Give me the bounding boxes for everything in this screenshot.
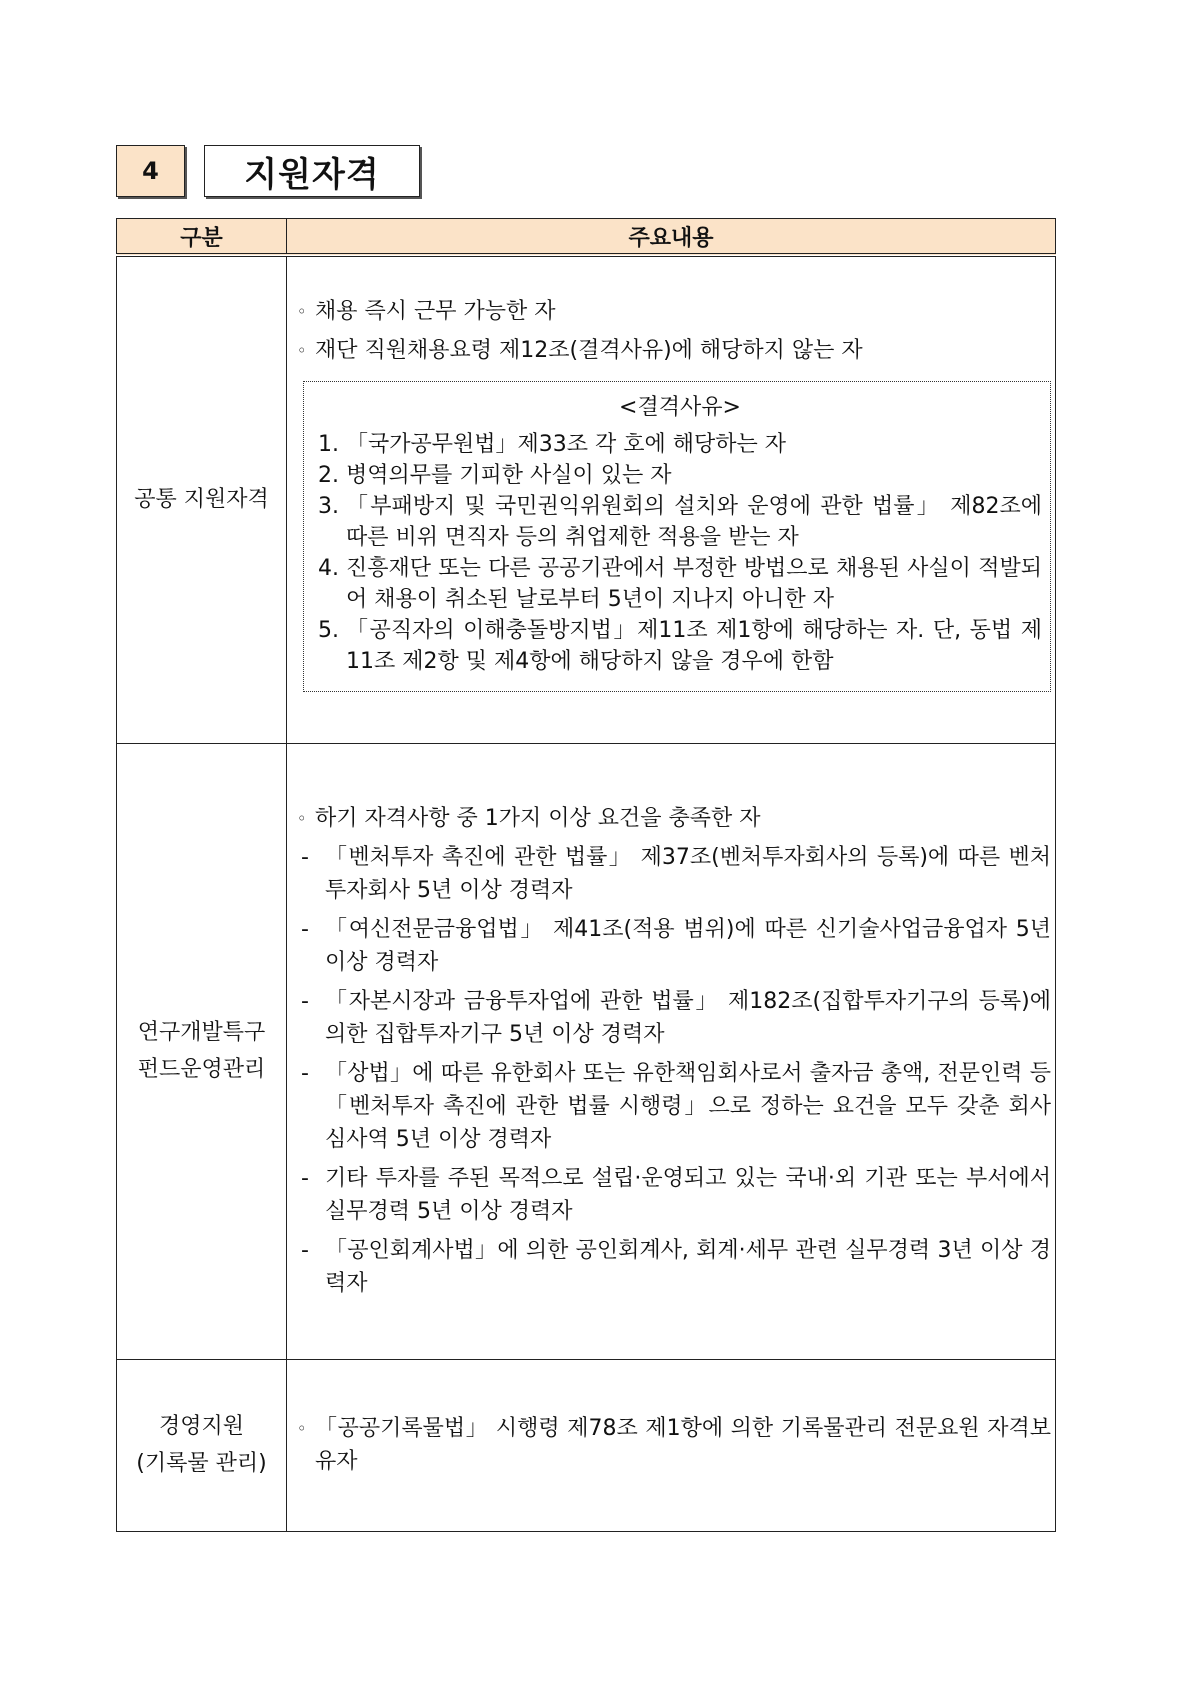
- item-text: 「국가공무원법」제33조 각 호에 해당하는 자: [346, 432, 787, 458]
- bullet-text: 재단 직원채용요령 제12조(결격사유)에 해당하지 않는 자: [315, 338, 863, 364]
- box-item: [318, 460, 1042, 491]
- bullet-text: 「공공기록물법」 시행령 제78조 제1항에 의한 기록물관리 전문요원 자격보유자: [315, 1416, 1051, 1474]
- item-text: 「공직자의 이해충돌방지법」제11조 제1항에 해당하는 자. 단, 동법 제11조 제2항 및 제4항에 해당하지 않을 경우에 한함: [346, 618, 1042, 675]
- table-row-common: [117, 255, 1056, 743]
- qualification-table: [116, 218, 1056, 1532]
- list-item: [287, 985, 1055, 1051]
- box-item: [318, 553, 1042, 615]
- category-common: 공통 지원자격: [117, 255, 287, 743]
- box-item: [318, 429, 1042, 460]
- list-item: [287, 1234, 1055, 1300]
- dash-bullet-icon: -: [301, 917, 309, 942]
- circle-bullet-icon: ◦: [297, 302, 307, 322]
- table-row-fund: [117, 743, 1056, 1359]
- circle-bullet-icon: ◦: [297, 341, 307, 361]
- item-number: 1.: [318, 432, 339, 458]
- dash-text: 「공인회계사법」에 의한 공인회계사, 회계·세무 관련 실무경력 3년 이상 경력자: [325, 1238, 1051, 1296]
- item-number: 3.: [318, 494, 339, 520]
- disqualification-box: [303, 381, 1051, 692]
- list-item: [287, 295, 1055, 328]
- item-number: 5.: [318, 618, 339, 644]
- category-fund: [117, 743, 287, 1359]
- item-number: 4.: [318, 556, 339, 582]
- section-number: 4: [116, 145, 185, 197]
- dash-text: 기타 투자를 주된 목적으로 설립·운영되고 있는 국내·외 기관 또는 부서에서 실무경력 5년 이상 경력자: [325, 1166, 1051, 1224]
- section-title: 지원자격: [204, 145, 420, 197]
- item-number: 2.: [318, 463, 339, 489]
- dash-bullet-icon: -: [301, 989, 309, 1014]
- content-common: [287, 255, 1056, 743]
- category-line: 경영지원: [158, 1414, 244, 1439]
- list-item: [287, 334, 1055, 367]
- list-item: [287, 913, 1055, 979]
- circle-bullet-icon: ◦: [297, 809, 307, 828]
- content-fund: [287, 743, 1056, 1359]
- dash-bullet-icon: -: [301, 845, 309, 870]
- content-records: [287, 1359, 1056, 1531]
- dash-text: 「벤처투자 촉진에 관한 법률」 제37조(벤처투자회사의 등록)에 따른 벤처투자회사 5년 이상 경력자: [325, 845, 1051, 903]
- category-line: 펀드운영관리: [137, 1057, 266, 1082]
- box-item: [318, 491, 1042, 553]
- header-category: 구분: [117, 219, 287, 256]
- dash-text: 「상법」에 따른 유한회사 또는 유한책임회사로서 출자금 총액, 전문인력 등 「벤처투자 촉진에 관한 법률 시행령」으로 정하는 요건을 모두 갖춘 회사 심사역 5년 이상 경력자: [325, 1061, 1051, 1152]
- dash-bullet-icon: -: [301, 1061, 309, 1086]
- list-item: [287, 841, 1055, 907]
- item-text: 병역의무를 기피한 사실이 있는 자: [346, 463, 672, 489]
- dash-text: 「여신전문금융업법」 제41조(적용 범위)에 따른 신기술사업금융업자 5년 이상 경력자: [325, 917, 1051, 975]
- circle-bullet-icon: ◦: [297, 1419, 307, 1438]
- list-item: [287, 1162, 1055, 1228]
- list-item: [287, 1412, 1055, 1478]
- table-header-row: [117, 219, 1056, 256]
- bullet-text: 채용 즉시 근무 가능한 자: [315, 299, 556, 325]
- list-item: [287, 802, 1055, 835]
- dash-bullet-icon: -: [301, 1238, 309, 1263]
- dash-bullet-icon: -: [301, 1166, 309, 1191]
- dash-text: 「자본시장과 금융투자업에 관한 법률」 제182조(집합투자기구의 등록)에 의한 집합투자기구 5년 이상 경력자: [325, 989, 1051, 1047]
- category-line: (기록물 관리): [136, 1451, 267, 1476]
- box-title: <결격사유>: [619, 395, 741, 421]
- header-content: 주요내용: [287, 219, 1056, 256]
- item-text: 「부패방지 및 국민권익위원회의 설치와 운영에 관한 법률」 제82조에 따른 비위 면직자 등의 취업제한 적용을 받는 자: [346, 494, 1042, 551]
- list-item: [287, 1057, 1055, 1156]
- box-item: [318, 615, 1042, 677]
- category-records: [117, 1359, 287, 1531]
- category-line: 연구개발특구: [137, 1020, 266, 1045]
- item-text: 진흥재단 또는 다른 공공기관에서 부정한 방법으로 채용된 사실이 적발되어 채용이 취소된 날로부터 5년이 지나지 아니한 자: [346, 556, 1042, 613]
- table-row-records: [117, 1359, 1056, 1531]
- bullet-text: 하기 자격사항 중 1가지 이상 요건을 충족한 자: [315, 806, 761, 831]
